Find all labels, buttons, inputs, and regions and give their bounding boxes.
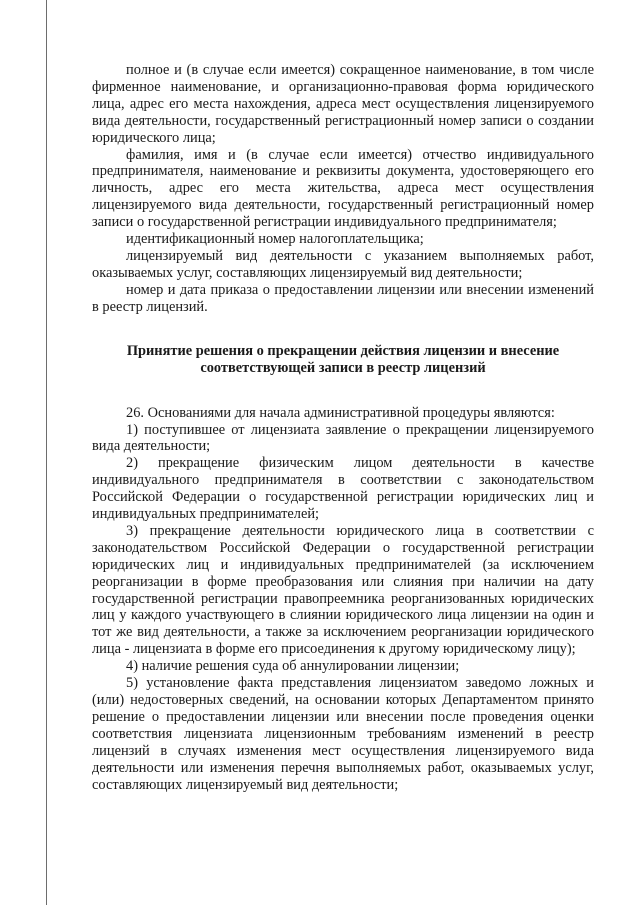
paragraph-ground-1: 1) поступившее от лицензиата заявление о прекращении лицензируемого вида деятельности;: [92, 421, 594, 455]
paragraph-ground-4: 4) наличие решения суда об аннулировании лицензии;: [126, 658, 460, 675]
paragraph-ground-2: 2) прекращение физическим лицом деятельности в качестве индивидуального предпринимателя в соответствии с законодательством Российской Федерации о государственной регистрации юридических лиц и индивидуальных предпринимателей;: [92, 455, 594, 523]
paragraph-item-26: 26. Основаниями для начала административной процедуры являются:: [126, 404, 555, 421]
paragraph-full-name: полное и (в случае если имеется) сокращенное наименование, в том числе фирменное наименование, и организационно-правовая форма юридического лица, адрес его места нахождения, адреса мест осуществления лицензируемого вида деятельности, государственный регистрационный номер записи о создании юридического лица;: [92, 62, 594, 146]
paragraph-entrepreneur-details: фамилия, имя и (в случае если имеется) отчество индивидуального предпринимателя, наименование и реквизиты документа, удостоверяющего его личность, адрес его места жительства, адреса мест осуществления лицензируемого вида деятельности, государственный регистрационный номер записи о государственной регистрации индивидуального предпринимателя;: [92, 146, 594, 231]
paragraph-tax-id: идентификационный номер налогоплательщика;: [126, 231, 424, 248]
paragraph-ground-5: 5) установление факта представления лицензиатом заведомо ложных и (или) недостоверных сведений, на основании которых Департаментом принято решение о предоставлении лицензии или внесении после проведения оценки соответствия лицензиата лицензионным требованиям изменений в реестр лицензий в случаях изменения мест осуществления лицензируемого вида деятельности или изменения перечня выполняемых работ, оказываемых услуг, составляющих лицензируемый вид деятельности;: [92, 675, 594, 793]
paragraph-order-number: номер и дата приказа о предоставлении лицензии или внесении изменений в реестр лицензий.: [92, 281, 594, 315]
document-page: [92, 62, 594, 793]
page-margin-line: [46, 0, 47, 905]
paragraph-ground-3: 3) прекращение деятельности юридического лица в соответствии с законодательством Российской Федерации о государственной регистрации юридических лиц и индивидуальных предпринимателей (за исключением реорганизации в форме преобразования или слияния при наличии на дату государственной регистрации правопреемника реорганизованных юридических лиц у каждого участвующего в слиянии юридического лица лицензии на один и тот же вид деятельности, а также за исключением реорганизации юридического лица - лицензиата в форме его присоединения к другому юридическому лицу);: [92, 522, 594, 658]
section-heading: Принятие решения о прекращении действия лицензии и внесение соответствующей записи в реестр лицензий: [126, 342, 560, 377]
paragraph-licensed-activity: лицензируемый вид деятельности с указанием выполняемых работ, оказываемых услуг, составляющих лицензируемый вид деятельности;: [92, 247, 594, 281]
